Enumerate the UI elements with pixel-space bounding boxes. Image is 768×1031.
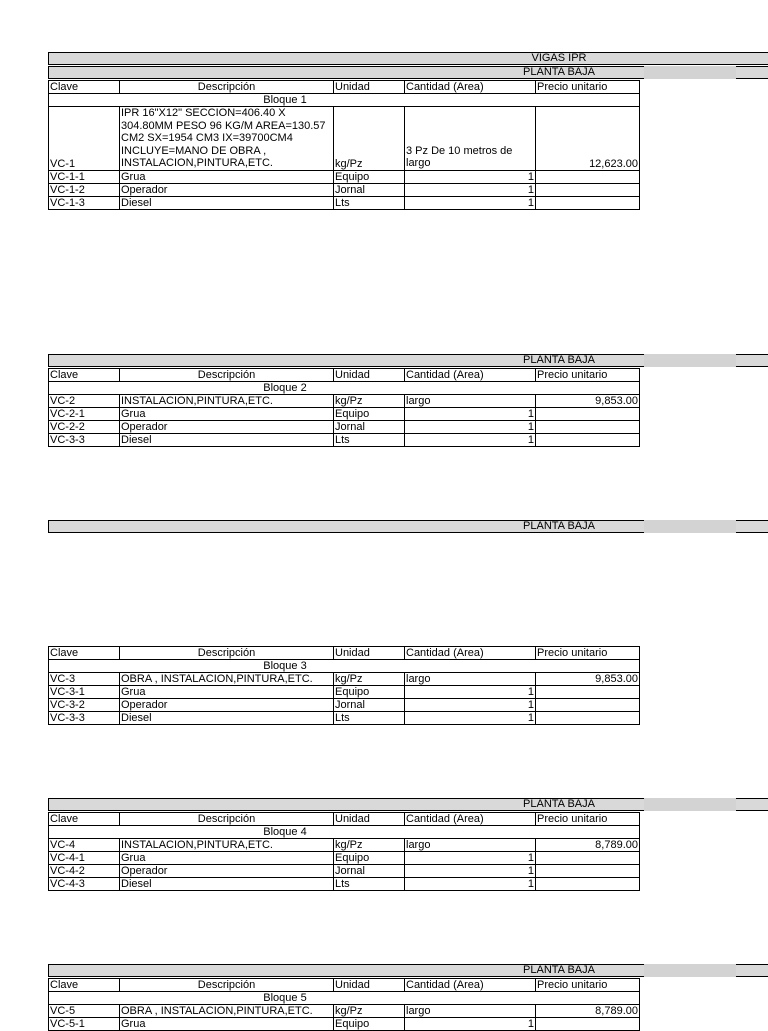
cell-unidad: Equipo (334, 852, 405, 865)
header-clave: Clave (49, 81, 120, 94)
cell-precio: 9,853.00 (536, 395, 640, 408)
table-row (49, 852, 640, 865)
header-precio: Precio unitario (536, 979, 640, 992)
block-1-table (48, 80, 640, 210)
cell-clave: VC-3-1 (49, 686, 120, 699)
cell-unidad: Equipo (334, 170, 405, 183)
cell-clave: VC-4-1 (49, 852, 120, 865)
cell-unidad: Equipo (334, 1018, 405, 1031)
header-unidad: Unidad (334, 369, 405, 382)
cell-precio (536, 686, 640, 699)
cell-cantidad: 1 (405, 170, 536, 183)
cell-descripcion: Operador (120, 183, 334, 196)
cell-clave: VC-2 (49, 395, 120, 408)
cell-unidad: Lts (334, 878, 405, 891)
cell-clave: VC-2-2 (49, 421, 120, 434)
cell-cantidad: 1 (405, 699, 536, 712)
band-extension (644, 354, 736, 367)
main-item-row (49, 107, 640, 171)
cell-clave: VC-3-3 (49, 434, 120, 447)
header-clave: Clave (49, 369, 120, 382)
bloque-label: Bloque 5 (263, 992, 307, 1004)
cell-unidad: Equipo (334, 408, 405, 421)
cell-precio (536, 196, 640, 209)
cell-precio (536, 434, 640, 447)
cell-cantidad: largo (405, 395, 536, 408)
header-clave: Clave (49, 813, 120, 826)
cell-clave: VC-4 (49, 839, 120, 852)
header-row (49, 813, 640, 826)
header-descripcion: Descripción (120, 813, 334, 826)
bloque-label: Bloque 1 (263, 94, 307, 106)
cell-cantidad: largo (405, 1005, 536, 1018)
header-precio: Precio unitario (536, 647, 640, 660)
cell-precio: 9,853.00 (536, 673, 640, 686)
cell-descripcion: IPR 16"X12" SECCION=406.40 X 304.80MM PESO 96 KG/M AREA=130.57 CM2 SX=1954 CM3 IX=39700CM4 INCLUYE=MANO DE OBRA , INSTALACION,PINTURA,ETC. (120, 107, 334, 171)
cell-clave: VC-1-1 (49, 170, 120, 183)
block-2-table (48, 368, 640, 447)
cell-descripcion: INSTALACION,PINTURA,ETC. (120, 839, 334, 852)
cell-precio: 12,623.00 (536, 107, 640, 171)
cell-precio (536, 408, 640, 421)
cell-clave: VC-1-3 (49, 196, 120, 209)
cell-unidad: Jornal (334, 699, 405, 712)
cell-descripcion: Grua (120, 408, 334, 421)
bloque-row (49, 826, 640, 839)
cell-precio: 8,789.00 (536, 839, 640, 852)
cell-cantidad: 3 Pz De 10 metros de largo (405, 107, 536, 171)
cell-unidad: Lts (334, 434, 405, 447)
cell-descripcion: Diesel (120, 434, 334, 447)
cell-cantidad: 1 (405, 712, 536, 725)
cell-precio: 8,789.00 (536, 1005, 640, 1018)
cell-clave: VC-4-3 (49, 878, 120, 891)
band-extension (644, 964, 736, 977)
floor-label: PLANTA BAJA (523, 964, 595, 976)
bloque-row (49, 94, 640, 107)
cell-clave: VC-1 (49, 107, 120, 171)
cell-unidad: Jornal (334, 183, 405, 196)
cell-descripcion: Diesel (120, 196, 334, 209)
cell-precio (536, 878, 640, 891)
block-5-table (48, 978, 640, 1031)
header-unidad: Unidad (334, 81, 405, 94)
table-row (49, 408, 640, 421)
cell-cantidad: 1 (405, 421, 536, 434)
cell-cantidad: largo (405, 839, 536, 852)
cell-unidad: kg/Pz (334, 1005, 405, 1018)
floor-label: PLANTA BAJA (523, 66, 595, 78)
band-extension (644, 520, 736, 533)
table-row (49, 183, 640, 196)
cell-unidad: Jornal (334, 421, 405, 434)
bloque-row (49, 382, 640, 395)
cell-descripcion: OBRA , INSTALACION,PINTURA,ETC. (120, 1005, 334, 1018)
header-precio: Precio unitario (536, 81, 640, 94)
header-cantidad: Cantidad (Area) (405, 81, 536, 94)
header-descripcion: Descripción (120, 647, 334, 660)
header-clave: Clave (49, 979, 120, 992)
table-row (49, 1018, 640, 1031)
cell-cantidad: 1 (405, 852, 536, 865)
cell-unidad: Jornal (334, 865, 405, 878)
header-row (49, 81, 640, 94)
floor-label: PLANTA BAJA (523, 798, 595, 810)
cell-precio (536, 712, 640, 725)
cell-cantidad: 1 (405, 1018, 536, 1031)
table-row (49, 878, 640, 891)
header-cantidad: Cantidad (Area) (405, 813, 536, 826)
main-item-row (49, 395, 640, 408)
band-extension (644, 66, 736, 79)
cell-cantidad: 1 (405, 196, 536, 209)
bloque-label: Bloque 3 (263, 660, 307, 672)
title-band (48, 52, 768, 65)
header-unidad: Unidad (334, 979, 405, 992)
sheet-title: VIGAS IPR (531, 52, 587, 64)
header-cantidad: Cantidad (Area) (405, 647, 536, 660)
cell-descripcion: Diesel (120, 712, 334, 725)
main-item-row (49, 839, 640, 852)
cell-descripcion: Grua (120, 852, 334, 865)
header-clave: Clave (49, 647, 120, 660)
cell-unidad: kg/Pz (334, 673, 405, 686)
band-extension (644, 798, 736, 811)
cell-precio (536, 699, 640, 712)
cell-descripcion: Grua (120, 1018, 334, 1031)
block-4-table (48, 812, 640, 891)
cell-descripcion: Operador (120, 865, 334, 878)
table-row (49, 421, 640, 434)
header-unidad: Unidad (334, 647, 405, 660)
cell-descripcion: Grua (120, 170, 334, 183)
cell-unidad: kg/Pz (334, 395, 405, 408)
floor-label: PLANTA BAJA (523, 520, 595, 532)
cell-cantidad: 1 (405, 686, 536, 699)
header-descripcion: Descripción (120, 979, 334, 992)
header-precio: Precio unitario (536, 813, 640, 826)
bloque-row (49, 660, 640, 673)
cell-cantidad: 1 (405, 434, 536, 447)
cell-clave: VC-1-2 (49, 183, 120, 196)
cell-clave: VC-5 (49, 1005, 120, 1018)
cell-descripcion: OBRA , INSTALACION,PINTURA,ETC. (120, 673, 334, 686)
bloque-label: Bloque 4 (263, 826, 307, 838)
cell-clave: VC-5-1 (49, 1018, 120, 1031)
cell-clave: VC-3-2 (49, 699, 120, 712)
header-row (49, 369, 640, 382)
table-row (49, 865, 640, 878)
cell-unidad: kg/Pz (334, 107, 405, 171)
cell-descripcion: INSTALACION,PINTURA,ETC. (120, 395, 334, 408)
cell-descripcion: Grua (120, 686, 334, 699)
cell-clave: VC-3-3 (49, 712, 120, 725)
cell-descripcion: Diesel (120, 878, 334, 891)
cell-clave: VC-2-1 (49, 408, 120, 421)
cell-clave: VC-3 (49, 673, 120, 686)
cell-clave: VC-4-2 (49, 865, 120, 878)
header-descripcion: Descripción (120, 81, 334, 94)
header-descripcion: Descripción (120, 369, 334, 382)
table-row (49, 434, 640, 447)
main-item-row (49, 1005, 640, 1018)
floor-label: PLANTA BAJA (523, 354, 595, 366)
header-precio: Precio unitario (536, 369, 640, 382)
table-row (49, 196, 640, 209)
cell-cantidad: largo (405, 673, 536, 686)
header-row (49, 979, 640, 992)
cell-precio (536, 170, 640, 183)
cell-precio (536, 865, 640, 878)
cell-unidad: Lts (334, 196, 405, 209)
cell-unidad: Equipo (334, 686, 405, 699)
block-3-table (48, 646, 640, 725)
cell-cantidad: 1 (405, 183, 536, 196)
main-item-row (49, 673, 640, 686)
bloque-row (49, 992, 640, 1005)
cell-cantidad: 1 (405, 865, 536, 878)
header-unidad: Unidad (334, 813, 405, 826)
cell-precio (536, 421, 640, 434)
header-cantidad: Cantidad (Area) (405, 369, 536, 382)
table-row (49, 712, 640, 725)
cell-unidad: Lts (334, 712, 405, 725)
cell-descripcion: Operador (120, 421, 334, 434)
cell-precio (536, 183, 640, 196)
cell-precio (536, 1018, 640, 1031)
cell-precio (536, 852, 640, 865)
cell-cantidad: 1 (405, 878, 536, 891)
cell-descripcion: Operador (120, 699, 334, 712)
table-row (49, 170, 640, 183)
table-row (49, 686, 640, 699)
table-row (49, 699, 640, 712)
bloque-label: Bloque 2 (263, 382, 307, 394)
header-cantidad: Cantidad (Area) (405, 979, 536, 992)
cell-unidad: kg/Pz (334, 839, 405, 852)
header-row (49, 647, 640, 660)
cell-cantidad: 1 (405, 408, 536, 421)
